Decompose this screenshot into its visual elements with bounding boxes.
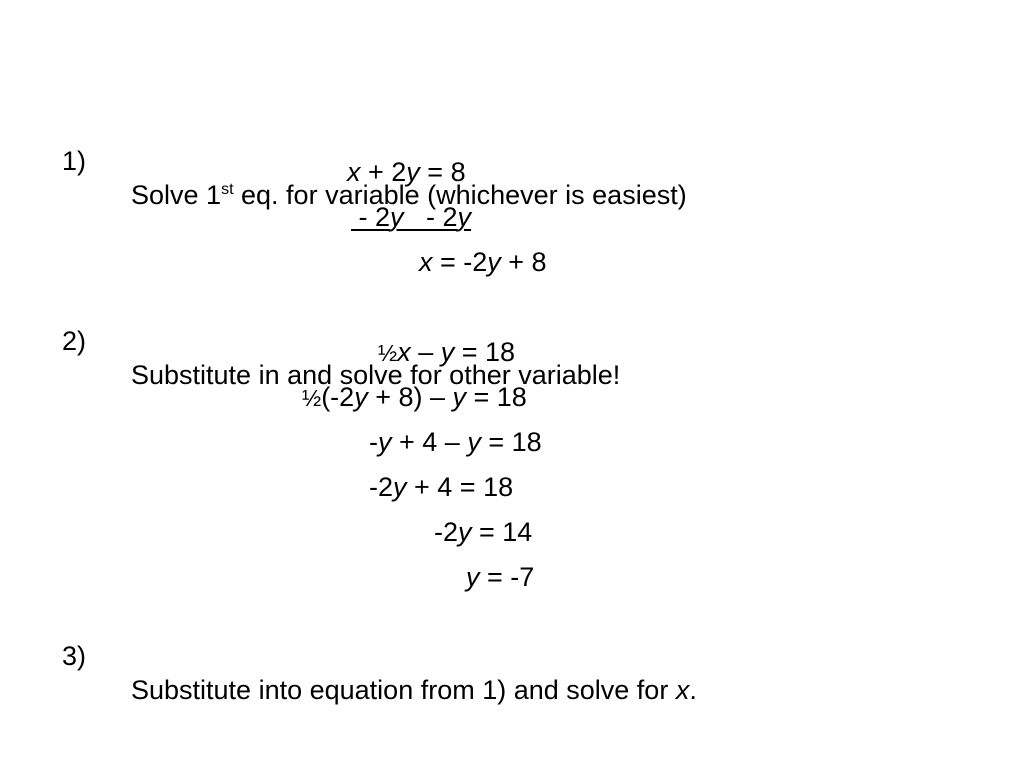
- step-3-text: Substitute into equation from 1) and solve for x.: [131, 675, 697, 705]
- step-2-number: 2): [62, 326, 87, 356]
- equation-4: ½x – y = 18: [378, 337, 516, 367]
- equation-1: x + 2y = 8: [347, 157, 466, 187]
- step-1-number: 1): [62, 146, 87, 176]
- equation-8: -2y = 14: [434, 517, 533, 547]
- step-3-number: 3): [62, 641, 87, 671]
- equation-5: ½(-2y + 8) – y = 18: [302, 382, 527, 412]
- step-2-text: Substitute in and solve for other variable!: [131, 360, 621, 390]
- equation-2: - 2y - 2y: [358, 202, 472, 232]
- step-3: [0, 605, 1024, 741]
- step-1-text: Solve 1st eq. for variable (whichever is easiest): [131, 180, 687, 210]
- equation-7: -2y + 4 = 18: [369, 472, 514, 502]
- step-1: [0, 110, 1024, 246]
- superscript-st: st: [221, 181, 234, 198]
- equation-9: y = -7: [466, 562, 535, 592]
- equation-3: x = -2y + 8: [419, 247, 547, 277]
- equation-6: -y + 4 – y = 18: [369, 427, 542, 457]
